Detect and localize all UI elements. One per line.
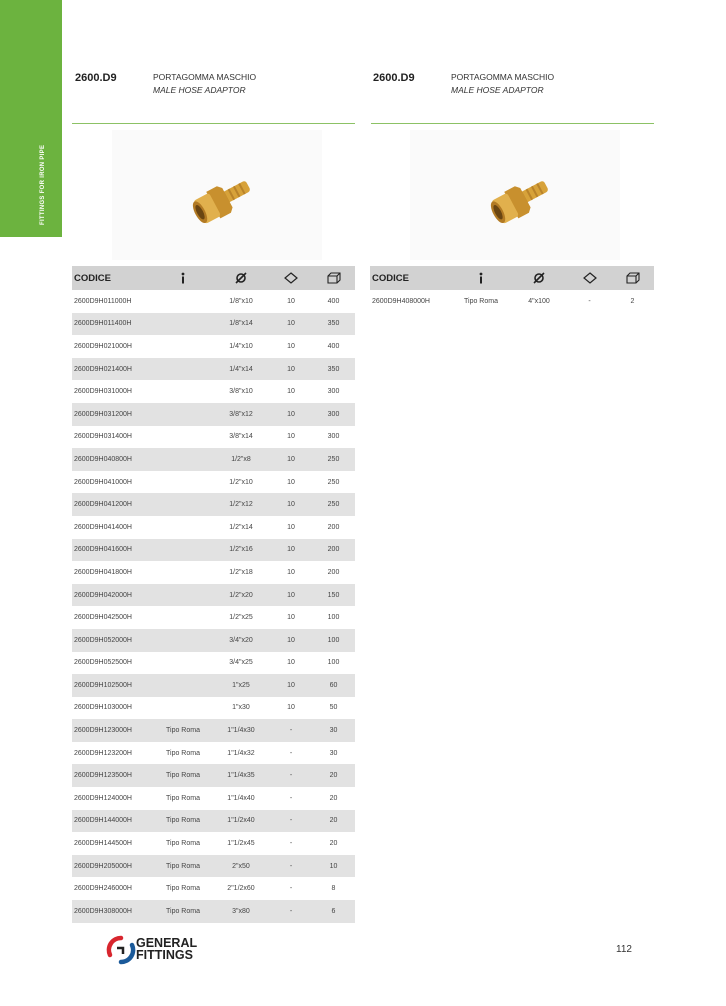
cell-box-qty: 10 <box>287 478 295 486</box>
cell-size: 3/8"x12 <box>212 403 270 426</box>
table-row <box>72 403 355 426</box>
cell-box-qty: 10 <box>270 313 312 336</box>
cell-code: 2600D9H011000H <box>74 297 132 305</box>
cell-size: 1"1/4x40 <box>227 794 255 802</box>
section-tab <box>0 0 62 237</box>
cell-size: 1"1/4x32 <box>227 749 255 757</box>
page-number: 112 <box>616 944 632 955</box>
cell-size: 2"x50 <box>212 855 270 878</box>
cell-pack-qty: 250 <box>312 493 355 516</box>
cell-pack-qty: 350 <box>312 358 355 381</box>
cell-size: 1/4"x14 <box>212 358 270 381</box>
diameter-icon <box>235 272 247 284</box>
cell-info <box>154 403 212 426</box>
cell-code: 2600D9H021400H <box>72 358 154 381</box>
cell-code: 2600D9H408000H <box>372 297 430 305</box>
header-diameter <box>510 266 568 290</box>
cell-box-qty: 10 <box>270 358 312 381</box>
cell-code: 2600D9H041000H <box>74 478 132 486</box>
cell-pack-qty: 20 <box>312 764 355 787</box>
cell-size: 1/2"x18 <box>229 568 253 576</box>
cell-box-qty: 10 <box>270 584 312 607</box>
cell-box-qty: 10 <box>287 614 295 622</box>
cell-box-qty: - <box>289 885 293 893</box>
table-row <box>72 561 355 584</box>
cell-size: 3/8"x10 <box>229 388 253 396</box>
header-box <box>270 266 312 290</box>
cell-info <box>154 539 212 562</box>
cell-code: 2600D9H246000H <box>74 885 132 893</box>
cell-code: 2600D9H123500H <box>72 764 154 787</box>
cell-size: 1/2"x10 <box>229 478 253 486</box>
cell-box-qty: - <box>270 900 312 923</box>
right-divider <box>371 123 654 124</box>
cell-size: 1"1/4x35 <box>212 764 270 787</box>
cell-pack-qty: 8 <box>331 885 336 893</box>
info-icon <box>478 272 484 284</box>
cell-pack-qty: 50 <box>329 704 338 712</box>
table-row <box>72 516 355 539</box>
cell-pack-qty: 350 <box>312 313 355 336</box>
cell-size: 3/8"x14 <box>229 433 253 441</box>
cell-size: 4"x100 <box>528 297 550 305</box>
table-row <box>72 787 355 810</box>
cell-pack-qty: 30 <box>329 749 338 757</box>
cell-info: Tipo Roma <box>166 749 200 757</box>
header-box <box>568 266 611 290</box>
cell-box-qty: - <box>270 719 312 742</box>
cell-code: 2600D9H102500H <box>72 674 154 697</box>
table-row <box>72 900 355 923</box>
table-row <box>72 335 355 358</box>
info-icon <box>180 272 186 284</box>
cell-size: 1/4"x10 <box>229 342 253 350</box>
table-row <box>72 652 355 675</box>
company-logo-icon <box>106 935 136 965</box>
carton-icon <box>626 272 640 284</box>
table-row <box>72 539 355 562</box>
cell-pack-qty: 20 <box>329 794 338 802</box>
cell-size: 1"1/2x40 <box>212 810 270 833</box>
cell-size: 1/2"x8 <box>212 448 270 471</box>
cell-info <box>154 697 212 720</box>
cell-info: Tipo Roma <box>464 297 498 305</box>
cell-pack-qty: 60 <box>312 674 355 697</box>
cell-code: 2600D9H021000H <box>74 342 132 350</box>
cell-info <box>154 358 212 381</box>
cell-info <box>154 629 212 652</box>
cell-info <box>154 313 212 336</box>
header-info <box>452 266 510 290</box>
cell-pack-qty: 300 <box>312 403 355 426</box>
cell-size: 1/2"x12 <box>212 493 270 516</box>
diameter-icon <box>533 272 545 284</box>
table-row <box>72 358 355 381</box>
left-product-name-it: PORTAGOMMA MASCHIO <box>153 72 257 82</box>
left-divider <box>72 123 355 124</box>
table-row <box>72 606 355 629</box>
cell-pack-qty: 6 <box>312 900 355 923</box>
cell-size: 3"x80 <box>212 900 270 923</box>
cell-size: 1"x30 <box>232 704 250 712</box>
cell-box-qty: - <box>270 810 312 833</box>
right-product-name-en: MALE HOSE ADAPTOR <box>451 85 544 95</box>
cell-code: 2600D9H205000H <box>72 855 154 878</box>
cell-info <box>154 471 212 494</box>
header-code: CODICE <box>72 266 154 290</box>
cell-info <box>154 652 212 675</box>
cell-code: 2600D9H308000H <box>72 900 154 923</box>
cell-box-qty: 10 <box>270 448 312 471</box>
cell-info: Tipo Roma <box>154 764 212 787</box>
cell-code: 2600D9H041800H <box>74 568 132 576</box>
cell-pack-qty: 300 <box>327 388 340 396</box>
cell-code: 2600D9H123000H <box>72 719 154 742</box>
cell-pack-qty: 20 <box>312 810 355 833</box>
table-row <box>72 493 355 516</box>
cell-pack-qty: 400 <box>327 297 340 305</box>
cell-code: 2600D9H031000H <box>74 388 132 396</box>
cell-code: 2600D9H052000H <box>72 629 154 652</box>
cell-info: Tipo Roma <box>166 885 200 893</box>
cell-pack-qty: 100 <box>327 659 340 667</box>
cell-pack-qty: 400 <box>327 342 340 350</box>
cell-size: 3/4"x25 <box>229 659 253 667</box>
right-product-code: 2600.D9 <box>373 72 415 84</box>
cell-code: 2600D9H144500H <box>74 840 132 848</box>
cell-size: 1/2"x14 <box>229 523 253 531</box>
cell-info <box>154 426 212 449</box>
cell-box-qty: - <box>289 794 293 802</box>
cell-info: Tipo Roma <box>154 900 212 923</box>
cell-size: 1/8"x10 <box>229 297 253 305</box>
cell-info: Tipo Roma <box>166 794 200 802</box>
cell-info: Tipo Roma <box>166 840 200 848</box>
left-product-name-en: MALE HOSE ADAPTOR <box>153 85 246 95</box>
cell-code: 2600D9H052500H <box>74 659 132 667</box>
cell-box-qty: - <box>588 297 591 305</box>
header-pack <box>312 266 355 290</box>
cell-code: 2600D9H103000H <box>74 704 132 712</box>
left-product-code: 2600.D9 <box>75 72 117 84</box>
cell-pack-qty: 100 <box>312 629 355 652</box>
cell-pack-qty: 200 <box>327 523 340 531</box>
cell-info: Tipo Roma <box>154 810 212 833</box>
cell-code: 2600D9H144000H <box>72 810 154 833</box>
table-row <box>72 674 355 697</box>
cell-info <box>154 290 212 313</box>
cell-pack-qty: 10 <box>312 855 355 878</box>
cell-box-qty: 10 <box>287 433 295 441</box>
cell-pack-qty: 200 <box>327 568 340 576</box>
hose-adaptor-image <box>188 175 258 225</box>
right-product-name-it: PORTAGOMMA MASCHIO <box>451 72 555 82</box>
cell-box-qty: - <box>289 840 293 848</box>
cell-size: 1"1/2x45 <box>227 840 255 848</box>
header-diameter <box>212 266 270 290</box>
cell-box-qty: 10 <box>287 704 295 712</box>
table-row <box>72 810 355 833</box>
cell-size: 3/4"x20 <box>212 629 270 652</box>
table-row <box>72 471 355 494</box>
cell-info <box>154 335 212 358</box>
table-header-row <box>72 266 355 290</box>
cell-info: Tipo Roma <box>154 855 212 878</box>
left-product-photo <box>112 130 322 260</box>
cell-box-qty: 10 <box>287 297 295 305</box>
cell-pack-qty: 250 <box>312 448 355 471</box>
cell-code: 2600D9H040800H <box>72 448 154 471</box>
cell-box-qty: 10 <box>287 568 295 576</box>
cell-pack-qty: 250 <box>327 478 340 486</box>
table-row <box>72 313 355 336</box>
cell-pack-qty: 100 <box>327 614 340 622</box>
cell-code: 2600D9H124000H <box>74 794 132 802</box>
table-row <box>72 877 355 900</box>
cell-box-qty: 10 <box>270 629 312 652</box>
section-tab-label: FITTINGS FOR IRON PIPE <box>40 144 46 225</box>
box-icon <box>284 272 298 284</box>
table-row <box>72 629 355 652</box>
table-row <box>72 426 355 449</box>
hose-adaptor-image <box>486 175 556 225</box>
cell-size: 1"x25 <box>212 674 270 697</box>
cell-box-qty: - <box>270 855 312 878</box>
cell-code: 2600D9H123200H <box>74 749 132 757</box>
cell-pack-qty: 300 <box>327 433 340 441</box>
cell-info <box>154 380 212 403</box>
cell-info <box>154 561 212 584</box>
company-logo-text <box>136 937 197 961</box>
cell-box-qty: - <box>289 749 293 757</box>
cell-box-qty: 10 <box>287 659 295 667</box>
cell-info <box>154 584 212 607</box>
carton-icon <box>327 272 341 284</box>
cell-code: 2600D9H041400H <box>74 523 132 531</box>
table-row <box>72 380 355 403</box>
cell-size: 1/2"x20 <box>212 584 270 607</box>
cell-pack-qty: 2 <box>630 297 635 305</box>
cell-size: 1/2"x16 <box>212 539 270 562</box>
cell-pack-qty: 30 <box>312 719 355 742</box>
cell-pack-qty: 200 <box>312 539 355 562</box>
cell-code: 2600D9H031400H <box>74 433 132 441</box>
cell-info <box>154 493 212 516</box>
table-row <box>72 584 355 607</box>
cell-size: 2"1/2x60 <box>227 885 255 893</box>
cell-size: 1"1/4x30 <box>212 719 270 742</box>
cell-info <box>154 516 212 539</box>
cell-info <box>154 448 212 471</box>
cell-code: 2600D9H011400H <box>72 313 154 336</box>
table-row <box>72 448 355 471</box>
cell-info <box>154 606 212 629</box>
cell-box-qty: 10 <box>287 388 295 396</box>
header-pack <box>611 266 654 290</box>
cell-box-qty: 10 <box>287 342 295 350</box>
table-row <box>72 832 355 855</box>
table-row <box>72 764 355 787</box>
cell-box-qty: 10 <box>270 493 312 516</box>
table-row <box>72 719 355 742</box>
cell-code: 2600D9H041200H <box>72 493 154 516</box>
cell-box-qty: 10 <box>270 539 312 562</box>
table-row <box>72 742 355 765</box>
table-row <box>72 855 355 878</box>
cell-info <box>154 674 212 697</box>
cell-size: 1/2"x25 <box>229 614 253 622</box>
right-product-table <box>370 266 654 313</box>
cell-pack-qty: 150 <box>312 584 355 607</box>
left-product-table <box>72 266 355 923</box>
logo-line-2: FITTINGS <box>136 948 193 962</box>
header-info <box>154 266 212 290</box>
cell-size: 1/8"x14 <box>212 313 270 336</box>
cell-pack-qty: 20 <box>329 840 338 848</box>
logo-line-1: GENERAL <box>136 936 198 950</box>
table-row <box>72 290 355 313</box>
cell-box-qty: 10 <box>270 674 312 697</box>
cell-box-qty: 10 <box>270 403 312 426</box>
cell-box-qty: - <box>270 764 312 787</box>
cell-code: 2600D9H031200H <box>72 403 154 426</box>
cell-info: Tipo Roma <box>154 719 212 742</box>
box-icon <box>583 272 597 284</box>
cell-code: 2600D9H042000H <box>72 584 154 607</box>
header-code: CODICE <box>370 266 452 290</box>
table-row <box>72 697 355 720</box>
right-product-photo <box>410 130 620 260</box>
table-header-row <box>370 266 654 290</box>
table-row <box>370 290 654 313</box>
cell-box-qty: 10 <box>287 523 295 531</box>
cell-code: 2600D9H042500H <box>74 614 132 622</box>
cell-code: 2600D9H041600H <box>72 539 154 562</box>
